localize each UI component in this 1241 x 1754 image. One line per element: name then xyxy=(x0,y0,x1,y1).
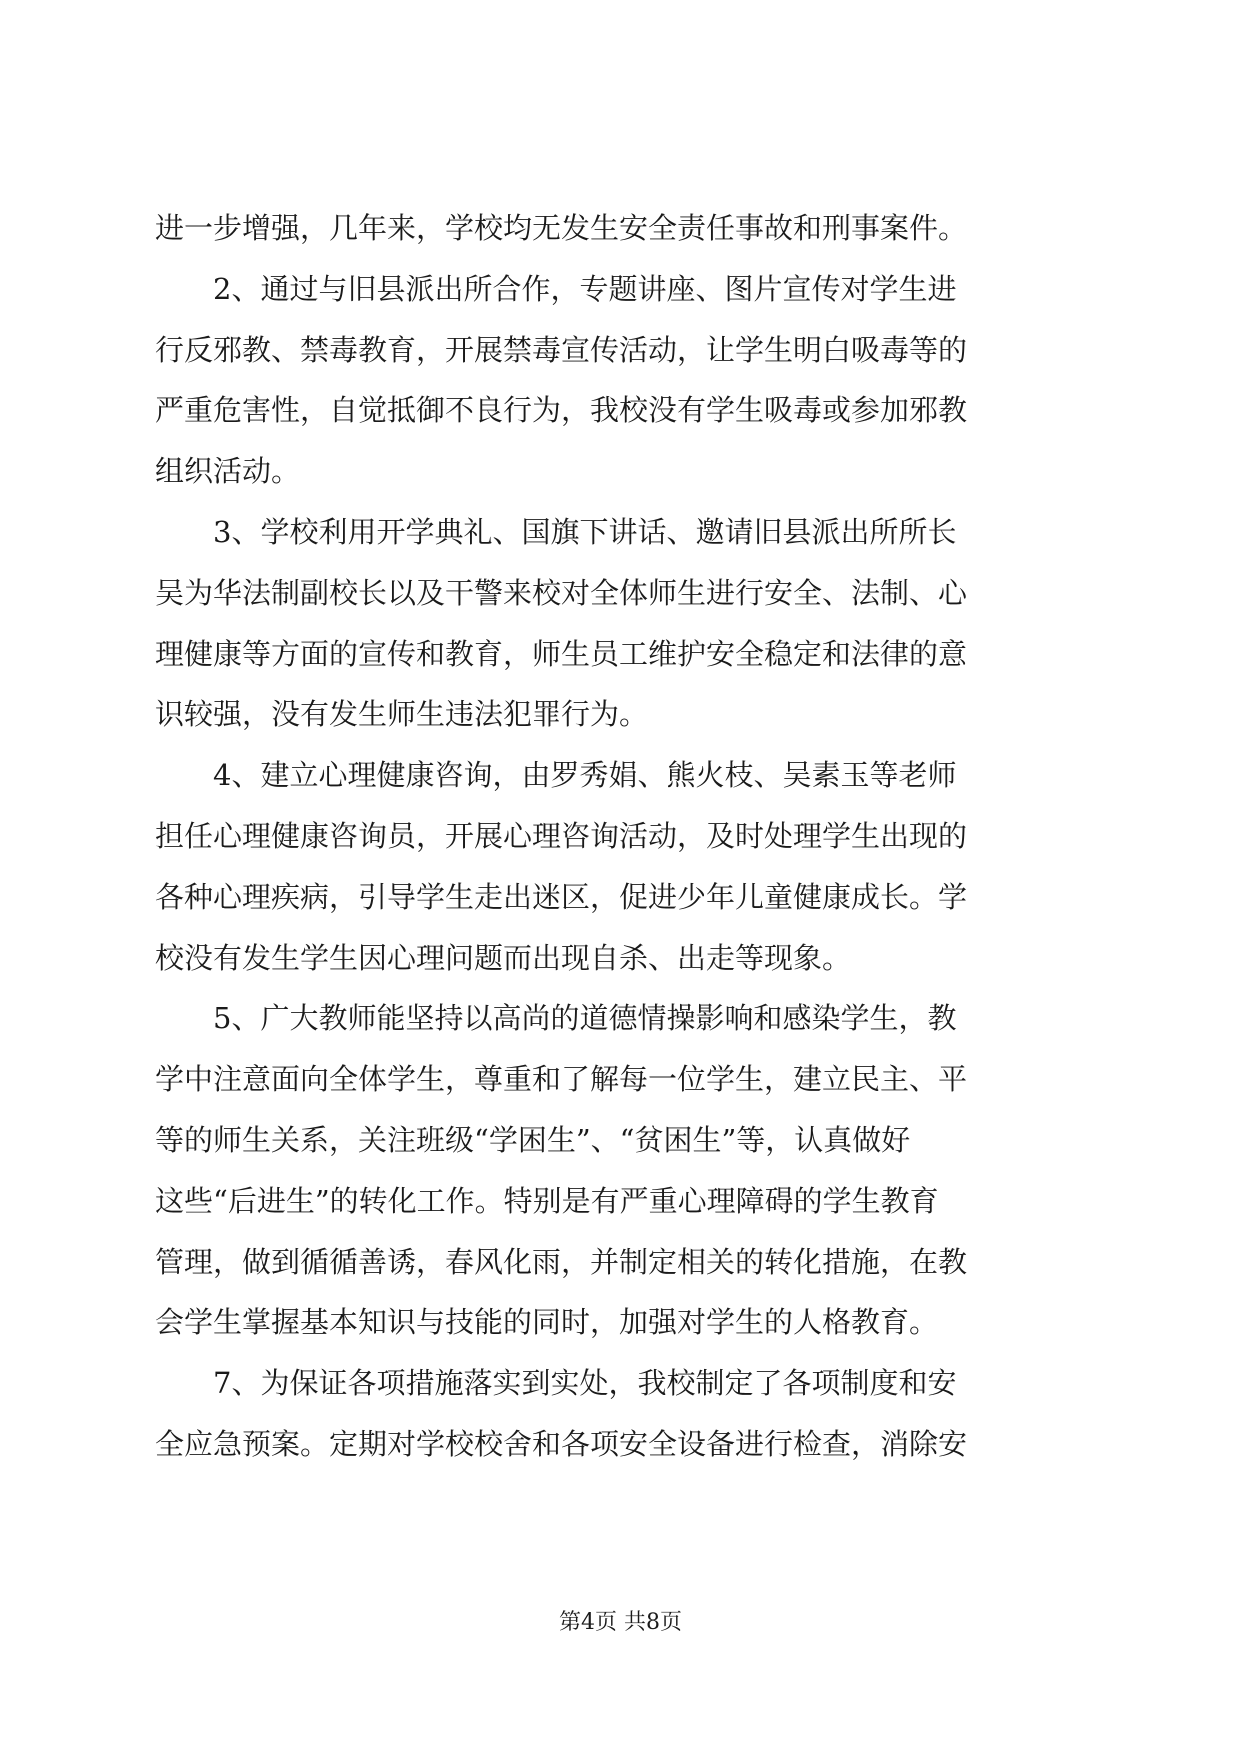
text-line: 等的师生关系，关注班级“学困生”、“贫困生”等，认真做好 xyxy=(155,1122,911,1157)
text-line: 组织活动。 xyxy=(155,454,301,489)
text-line: 2、通过与旧县派出所合作，专题讲座、图片宣传对学生进 xyxy=(155,271,957,306)
text-line: 担任心理健康咨询员，开展心理咨询活动，及时处理学生出现的 xyxy=(155,818,968,853)
text-line: 严重危害性，自觉抵御不良行为，我校没有学生吸毒或参加邪教 xyxy=(155,393,968,428)
text-line: 各种心理疾病，引导学生走出迷区，促进少年儿童健康成长。学 xyxy=(155,879,968,914)
text-line: 4、建立心理健康咨询，由罗秀娟、熊火枝、吴素玉等老师 xyxy=(155,758,957,793)
text-line: 7、为保证各项措施落实到实处，我校制定了各项制度和安 xyxy=(155,1366,957,1401)
text-line: 5、广大教师能坚持以高尚的道德情操影响和感染学生，教 xyxy=(155,1001,957,1036)
text-line: 全应急预案。定期对学校校舍和各项安全设备进行检查，消除安 xyxy=(155,1426,968,1461)
text-line: 吴为华法制副校长以及干警来校对全体师生进行安全、法制、心 xyxy=(155,575,968,610)
text-line: 这些“后进生”的转化工作。特别是有严重心理障碍的学生教育 xyxy=(155,1183,939,1218)
text-line: 进一步增强，几年来，学校均无发生安全责任事故和刑事案件。 xyxy=(155,211,968,245)
text-line: 理健康等方面的宣传和教育，师生员工维护安全稳定和法律的意 xyxy=(155,636,968,671)
page-number-footer: 第4页 共8页 xyxy=(559,1610,682,1635)
text-line: 识较强，没有发生师生违法犯罪行为。 xyxy=(155,697,649,732)
body-text xyxy=(155,198,1087,1475)
text-line: 3、学校利用开学典礼、国旗下讲话、邀请旧县派出所所长 xyxy=(155,514,957,549)
text-line: 会学生掌握基本知识与技能的同时，加强对学生的人格教育。 xyxy=(155,1305,939,1340)
text-line: 校没有发生学生因心理问题而出现自杀、出走等现象。 xyxy=(155,940,852,975)
text-line: 学中注意面向全体学生，尊重和了解每一位学生，建立民主、平 xyxy=(155,1062,968,1097)
text-line: 行反邪教、禁毒教育，开展禁毒宣传活动，让学生明白吸毒等的 xyxy=(155,332,968,367)
text-line: 管理，做到循循善诱，春风化雨，并制定相关的转化措施，在教 xyxy=(155,1244,968,1279)
